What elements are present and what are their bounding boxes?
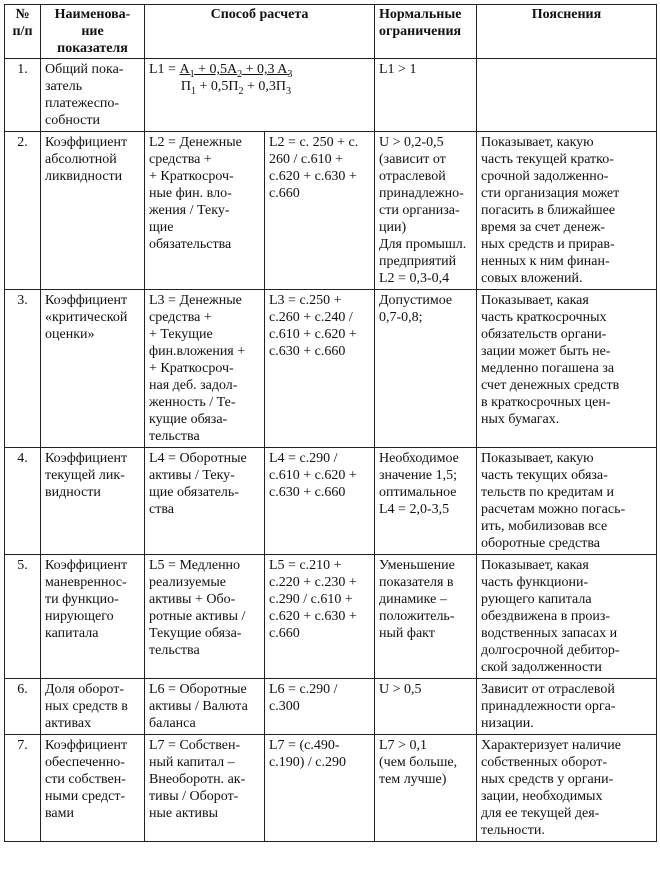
method-description: L2 = Денежные средства + + Краткосроч- ные фин. вло- жения / Теку- щие обязательства (145, 132, 265, 290)
normal-limit: Допустимое 0,7-0,8; (375, 290, 477, 448)
indicator-name: Коэффициент абсолютной ликвидности (41, 132, 145, 290)
row-number: 7. (5, 735, 41, 842)
table-row (5, 735, 657, 842)
normal-limit: U > 0,2-0,5 (зависит от отраслевой принадлежно- сти организа- ции) Для промышл. предприятий L2 = 0,3-0,4 (375, 132, 477, 290)
indicator-name: Доля оборот- ных средств в активах (41, 679, 145, 735)
method-description: L7 = Собствен- ный капитал – Внеоборотн. ак- тивы / Оборот- ные активы (145, 735, 265, 842)
header-indicator-name: Наименова- ние показателя (41, 5, 145, 59)
table-row (5, 679, 657, 735)
header-row (5, 5, 657, 59)
table-row (5, 290, 657, 448)
method-description: L3 = Денежные средства + + Текущие фин.вложения + + Краткосроч- ная деб. задол- женность / Те- кущие обяза- тельства (145, 290, 265, 448)
method-description: L5 = Медленно реализуемые активы + Обо- ротные активы / Текущие обяза- тельства (145, 555, 265, 679)
header-explanations: Пояснения (477, 5, 657, 59)
method-calculation: L6 = с.290 / с.300 (265, 679, 375, 735)
header-number: № п/п (5, 5, 41, 59)
row-number: 4. (5, 448, 41, 555)
general-solvency-formula: L1 = $\frac{A_1 + 0,5A_2 + 0,3 A_3}{П_1 + 0,5П_2 + 0,3П_3}$ (145, 59, 375, 132)
formula-numerator: $A_1 + 0,5A_2 + 0,3$ $A_3$ (179, 62, 293, 80)
method-calculation: L3 = с.250 + с.260 + с.240 / с.610 + с.620 + с.630 + с.660 (265, 290, 375, 448)
method-calculation: L4 = с.290 / с.610 + с.620 + с.630 + с.660 (265, 448, 375, 555)
indicator-name: Общий пока- затель платежеспо- собности (41, 59, 145, 132)
table-row (5, 555, 657, 679)
liquidity-indicators-table (4, 4, 657, 842)
method-calculation: L5 = с.210 + с.220 + с.230 + с.290 / с.610 + с.620 + с.630 + с.660 (265, 555, 375, 679)
table-row (5, 59, 657, 132)
header-calculation-method: Способ расчета (145, 5, 375, 59)
normal-limit: U > 0,5 (375, 679, 477, 735)
row-number: 5. (5, 555, 41, 679)
explanation (477, 59, 657, 132)
normal-limit: L7 > 0,1 (чем больше, тем лучше) (375, 735, 477, 842)
normal-limit: L1 > 1 (375, 59, 477, 132)
method-calculation: L7 = (с.490- с.190) / с.290 (265, 735, 375, 842)
method-calculation: L2 = с. 250 + с. 260 / с.610 + с.620 + с.630 + с.660 (265, 132, 375, 290)
table-row (5, 132, 657, 290)
normal-limit: Уменьшение показателя в динамике – положитель- ный факт (375, 555, 477, 679)
header-normal-limits: Нормальные ограничения (375, 5, 477, 59)
formula-fraction (179, 61, 292, 95)
normal-limit: Необходимое значение 1,5; оптимальное L4 = 2,0-3,5 (375, 448, 477, 555)
formula-denominator: $П_1 + 0,5П_2 + 0,3П_3$ (180, 79, 291, 97)
method-description: L6 = Оборотные активы / Валюта баланса (145, 679, 265, 735)
indicator-name: Коэффициент «критической оценки» (41, 290, 145, 448)
indicator-name: Коэффициент маневреннос- ти функцио- нирующего капитала (41, 555, 145, 679)
explanation: Показывает, какая часть функциони- рующего капитала обездвижена в произ- водственных запасах и долгосрочной дебитор- ской задолженности (477, 555, 657, 679)
table-row (5, 448, 657, 555)
method-description: L4 = Оборотные активы / Теку- щие обязатель- ства (145, 448, 265, 555)
explanation: Показывает, какую часть текущей кратко- срочной задолженно- сти организация может погасить в ближайшее время за счет денеж- ных средств и прирав- ненных к ним финан- совых вложений. (477, 132, 657, 290)
explanation: Характеризует наличие собственных оборот- ных средств у органи- зации, необходимых для ее текущей дея- тельности. (477, 735, 657, 842)
indicator-name: Коэффициент обеспеченно- сти собствен- ными средст- вами (41, 735, 145, 842)
indicator-name: Коэффициент текущей лик- видности (41, 448, 145, 555)
explanation: Показывает, какую часть текущих обяза- тельств по кредитам и расчетам можно погась- ить, мобилизовав все оборотные средства (477, 448, 657, 555)
explanation: Зависит от отраслевой принадлежности орга- низации. (477, 679, 657, 735)
row-number: 1. (5, 59, 41, 132)
row-number: 2. (5, 132, 41, 290)
row-number: 3. (5, 290, 41, 448)
indicators-table-wrapper (4, 4, 656, 842)
row-number: 6. (5, 679, 41, 735)
explanation: Показывает, какая часть краткосрочных обязательств органи- зации может быть не- медленно погашена за счет денежных средств в краткосрочных цен- ных бумагах. (477, 290, 657, 448)
